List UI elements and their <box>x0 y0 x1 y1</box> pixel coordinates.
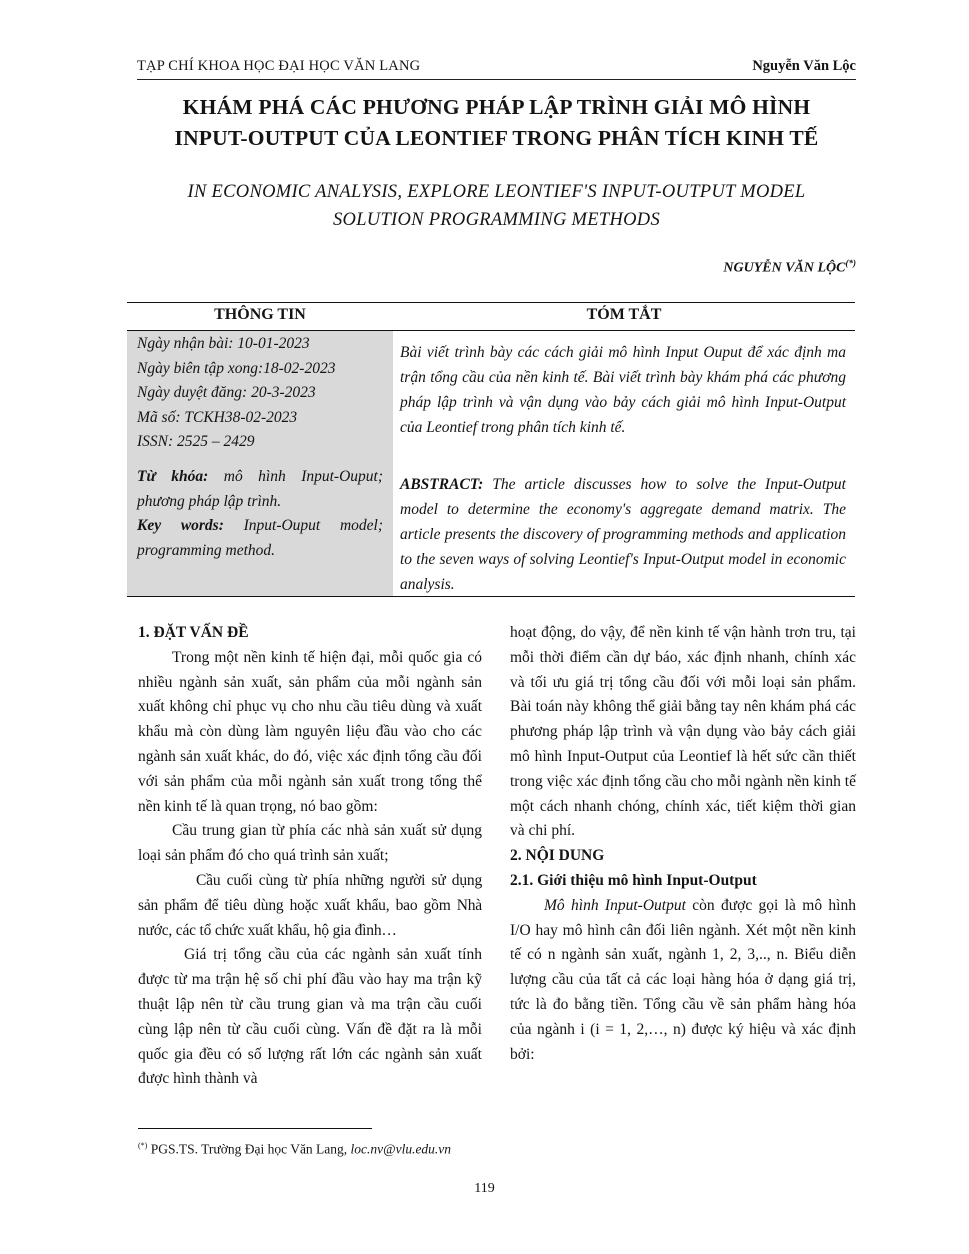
abstract-en-label: ABSTRACT: <box>400 476 484 493</box>
author-line <box>723 258 856 277</box>
author-marker: (*) <box>845 258 856 268</box>
journal-name: TẠP CHÍ KHOA HỌC ĐẠI HỌC VĂN LANG <box>137 58 421 74</box>
info-table <box>127 302 855 597</box>
keywords-block <box>137 465 383 563</box>
abstract-vi: Bài viết trình bày các cách giải mô hình Input Ouput để xác định ma trận tổng cầu của nền kinh tế. Bài viết trình bày khám phá các phương pháp lập trình và vận dụng vào bảy cách giải mô hình Input-Output của Leontief trong phân tích kinh tế. <box>400 344 846 436</box>
section-2-1-heading: 2.1. Giới thiệu mô hình Input-Output <box>510 871 757 889</box>
info-panel <box>127 331 393 596</box>
issn: ISSN: 2525 – 2429 <box>137 433 255 450</box>
body-column-left <box>138 621 482 1092</box>
title-line-2: INPUT-OUTPUT CỦA LEONTIEF TRONG PHÂN TÍCH KINH TẾ <box>174 126 819 150</box>
table-bottom-rule <box>127 596 855 597</box>
table-top-rule <box>127 302 855 303</box>
english-title <box>120 178 873 234</box>
author-footnote <box>138 1141 451 1158</box>
keywords-vi <box>137 465 383 514</box>
footnote-marker: (*) <box>138 1141 148 1150</box>
section-1-paragraph-4-continued: hoạt động, do vậy, để nền kinh tế vận hành trơn tru, tại mỗi thời điểm cần dự báo, xác định nhanh, chính xác và tối ưu giá trị tổng cầu đối với mỗi loại sản phẩm. Bài toán này không thể giải bằng tay nên khám phá các phương pháp lập trình và vận dụng vào bảy cách giải mô hình Input-Output của Leontief là hết sức cần thiết trong việc xác định tổng cầu cho mỗi ngành nền kinh tế một cách nhanh chóng, chính xác, tiết kiệm thời gian và chi phí. <box>510 624 856 840</box>
section-1-paragraph-2: Cầu trung gian từ phía các nhà sản xuất sử dụng loại sản phẩm đó cho quá trình sản xuất; <box>138 822 482 865</box>
body-column-right <box>510 621 856 1067</box>
title-line-1: KHÁM PHÁ CÁC PHƯƠNG PHÁP LẬP TRÌNH GIẢI MÔ HÌNH <box>182 95 811 119</box>
approved-date: Ngày duyệt đăng: 20-3-2023 <box>137 384 316 401</box>
footnote-rule <box>138 1128 372 1129</box>
section-2-heading: 2. NỘI DUNG <box>510 847 605 865</box>
section-1-heading: 1. ĐẶT VẤN ĐỀ <box>138 624 249 641</box>
keywords-en <box>137 514 383 563</box>
section-1-paragraph-4: Giá trị tổng cầu của các ngành sản xuất tính được từ ma trận hệ số chi phí đầu vào hay ma trận kỹ thuật lập nên từ cầu trung gian và ma trận cầu cuối cùng lập nên từ cầu cuối cùng. Vấn đề đặt ra là mỗi quốc gia đều có số lượng rất lớn các ngành sản xuất được hình thành và <box>138 946 482 1088</box>
abstract-en <box>400 472 846 597</box>
author-name: NGUYỄN VĂN LỘC <box>723 260 846 276</box>
author-email[interactable]: loc.nv@vlu.edu.vn <box>350 1141 452 1157</box>
section-2-1-paragraph-1 <box>510 894 856 1068</box>
abstract-header: TÓM TẮT <box>586 306 662 323</box>
keywords-en-label: Key words: <box>137 517 224 534</box>
keywords-en-text: Input-Ouput model; programming method. <box>137 517 383 559</box>
section-1-paragraph-3: Cầu cuối cùng từ phía những người sử dụng sản phẩm để tiêu dùng hoặc xuất khẩu, bao gồm Nhà nước, các tổ chức xuất khẩu, hộ gia đình… <box>138 871 482 939</box>
subtitle-line-1: IN ECONOMIC ANALYSIS, EXPLORE LEONTIEF'S INPUT-OUTPUT MODEL <box>187 182 806 202</box>
running-author: Nguyễn Văn Lộc <box>752 58 856 74</box>
footnote-affiliation: PGS.TS. Trường Đại học Văn Lang, <box>147 1141 351 1157</box>
section-1-paragraph-1: Trong một nền kinh tế hiện đại, mỗi quốc gia có nhiều ngành sản xuất, sản phẩm của mỗi ngành sản xuất không chỉ phục vụ cho nhu cầu tiêu dùng và xuất khẩu mà còn dùng làm nguyên liệu đầu vào cho các ngành sản xuất khác, do đó, việc xác định tổng cầu đối với sản phẩm của mỗi ngành sản xuất trong tổng thể nền kinh tế là quan trọng, nó bao gồm: <box>138 648 482 815</box>
model-name: Mô hình Input-Output <box>544 896 686 914</box>
header-rule <box>137 79 856 80</box>
info-header: THÔNG TIN <box>214 306 306 323</box>
keywords-vi-text: mô hình Input-Ouput; phương pháp lập trình. <box>137 468 383 510</box>
page-number: 119 <box>474 1181 495 1196</box>
section-2-1-text: còn được gọi là mô hình I/O hay mô hình cân đối liên ngành. Xét một nền kinh tế có n ngành sản xuất, ngành 1, 2, 3,.., n. Biểu diễn lượng cầu của tất cả các loại hàng hóa ở dạng giá trị, tức là đo bằng tiền. Tổng cầu về sản phẩm hàng hóa của ngành i (i = 1, 2,…, n) được ký hiệu và xác định bởi: <box>510 896 856 1063</box>
received-date: Ngày nhận bài: 10-01-2023 <box>137 335 310 352</box>
keywords-vi-label: Từ khóa: <box>137 468 209 485</box>
article-code: Mã số: TCKH38-02-2023 <box>137 408 298 426</box>
paper-title <box>120 92 873 154</box>
edited-date: Ngày biên tập xong:18-02-2023 <box>137 359 336 377</box>
subtitle-line-2: SOLUTION PROGRAMMING METHODS <box>333 210 660 230</box>
abstract-en-text: The article discusses how to solve the Input-Output model to determine the economy's aggregate demand matrix. The article presents the discovery of programming methods and application to the seven ways of solving Leontief's Input-Output model in economic analysis. <box>400 476 846 593</box>
article-dates <box>137 332 383 455</box>
